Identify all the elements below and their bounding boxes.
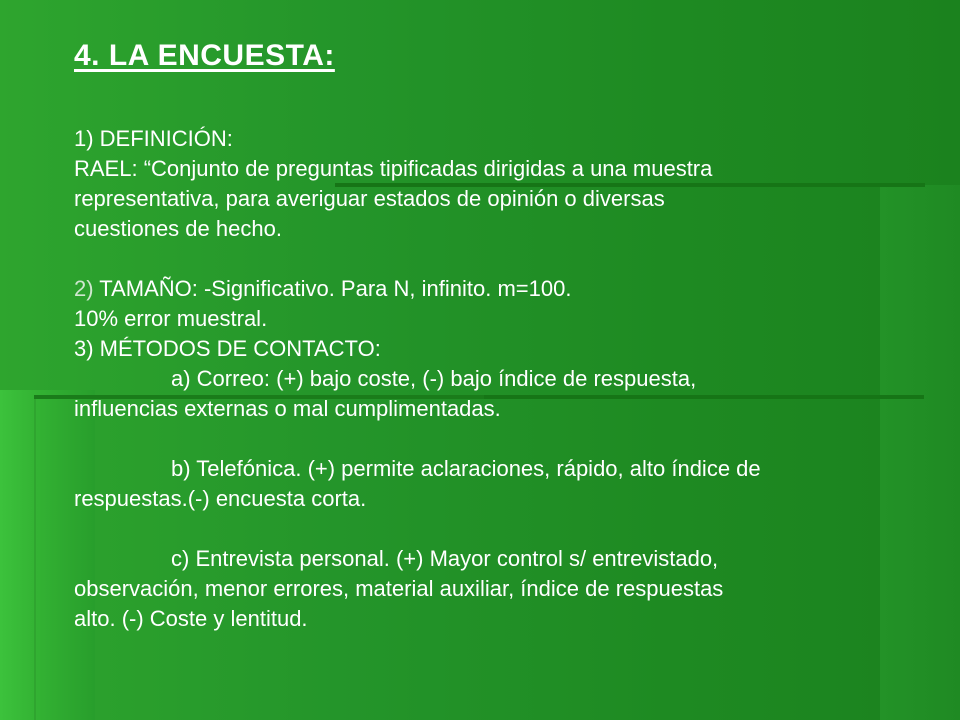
metodo-correo-text: a) Correo: (+) bajo coste, (-) bajo índice de respuesta, [171, 366, 697, 391]
spacer [74, 244, 914, 274]
tamano-error-line: 10% error muestral. [74, 306, 268, 331]
metodos-heading: 3) MÉTODOS DE CONTACTO: [74, 336, 381, 361]
tamano-number: 2) [74, 276, 94, 301]
metodo-telefonica-line [74, 454, 914, 484]
metodo-telefonica-line: respuestas.(-) encuesta corta. [74, 486, 367, 511]
slide-title: 4. LA ENCUESTA: [74, 39, 335, 72]
metodo-entrevista-line: observación, menor errores, material auxiliar, índice de respuestas [74, 576, 724, 601]
metodo-entrevista-line: alto. (-) Coste y lentitud. [74, 606, 308, 631]
definicion-line: cuestiones de hecho. [74, 216, 282, 241]
decorative-panel-edge [34, 398, 36, 720]
metodo-correo-line [74, 364, 914, 394]
tamano-line [74, 274, 914, 304]
slide-content [74, 36, 914, 634]
section-metodos [74, 334, 914, 634]
metodo-entrevista-text: c) Entrevista personal. (+) Mayor control s/ entrevistado, [171, 546, 719, 571]
metodo-entrevista-line [74, 544, 914, 574]
section-tamano [74, 274, 914, 334]
section-definicion [74, 124, 914, 244]
definicion-line: RAEL: “Conjunto de preguntas tipificadas dirigidas a una muestra [74, 156, 713, 181]
tamano-text: TAMAÑO: -Significativo. Para N, infinito. m=100. [99, 276, 572, 301]
spacer [74, 514, 914, 544]
definicion-line: representativa, para averiguar estados de opinión o diversas [74, 186, 665, 211]
definicion-heading: 1) DEFINICIÓN: [74, 126, 233, 151]
metodo-correo-line: influencias externas o mal cumplimentadas. [74, 396, 501, 421]
spacer [74, 424, 914, 454]
metodo-telefonica-text: b) Telefónica. (+) permite aclaraciones, rápido, alto índice de [171, 456, 761, 481]
